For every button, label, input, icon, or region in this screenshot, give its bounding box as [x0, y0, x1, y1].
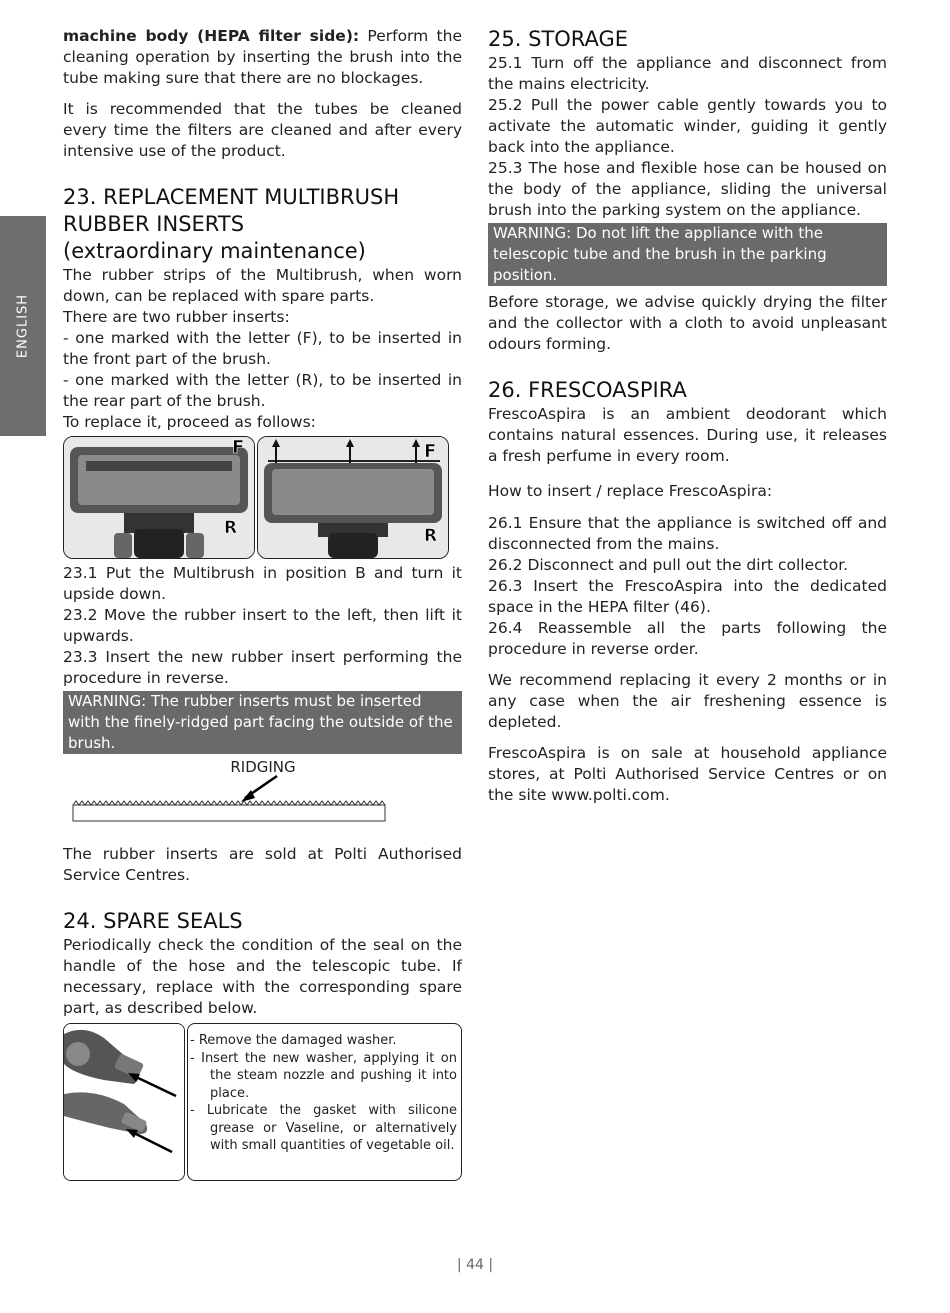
section-25-title: 25. STORAGE [488, 27, 629, 51]
section-23-line4: To replace it, proceed as follows: [63, 413, 316, 431]
storage-step-2: 25.2 Pull the power cable gently towards you to activate the automatic winder, guiding it gently back into the appliance. [488, 96, 887, 156]
seal-step-lubricate: - Lubricate the gasket with silicone grease or Vaseline, or alternatively with small quantities of vegetable oil. [190, 1103, 457, 1153]
multibrush-figures [63, 436, 462, 559]
rubber-insert-warning: WARNING: The rubber inserts must be inserted with the finely-ridged part facing the outside of the brush. [63, 691, 462, 754]
language-label: ENGLISH [15, 293, 31, 359]
figure-right-r-label: R [424, 526, 438, 546]
section-24-title: 24. SPARE SEALS [63, 909, 243, 933]
section-26-title: 26. FRESCOASPIRA [488, 378, 687, 402]
frescoaspira-step-4: 26.4 Reassemble all the parts following the procedure in reverse order. [488, 619, 887, 658]
section-23-title-line1: 23. REPLACEMENT MULTIBRUSH [63, 185, 400, 209]
right-column [488, 26, 887, 806]
figure-right-f-label: F [424, 441, 437, 462]
frescoaspira-step-3: 26.3 Insert the FrescoAspira into the dedicated space in the HEPA filter (46). [488, 577, 887, 616]
rubber-inserts-sold: The rubber inserts are sold at Polti Authorised Service Centres. [63, 845, 462, 884]
spare-seals-figure [63, 1023, 462, 1181]
language-tab [0, 216, 46, 436]
section-23-line2: - one marked with the letter (F), to be inserted in the front part of the brush. [63, 329, 462, 368]
intro-bold: machine body (HEPA filter side): [63, 27, 360, 45]
left-column [63, 26, 462, 1181]
figure-left-f-label: F [232, 437, 245, 458]
ridging-diagram [63, 774, 393, 822]
frescoaspira-sale-info: FrescoAspira is on sale at household appliance stores, at Polti Authorised Service Centres or on the site www.polti.com. [488, 744, 887, 804]
step-23-1: 23.1 Put the Multibrush in position B and turn it upside down. [63, 564, 462, 603]
page-number: | 44 | [456, 1257, 494, 1273]
multibrush-figure-left [63, 436, 255, 559]
frescoaspira-step-2: 26.2 Disconnect and pull out the dirt collector. [488, 556, 849, 574]
storage-warning: WARNING: Do not lift the appliance with the telescopic tube and the brush in the parking position. [488, 223, 887, 286]
seal-step-remove: - Remove the damaged washer. [190, 1033, 397, 1048]
section-23-body: The rubber strips of the Multibrush, when worn down, can be replaced with spare parts. [63, 266, 462, 305]
figure-left-r-label: R [224, 518, 238, 538]
frescoaspira-replacement: We recommend replacing it every 2 months or in any case when the air freshening essence is depleted. [488, 671, 887, 731]
intro-rest: Perform the cleaning operation by inserting the brush into the tube making sure that there are no blockages. [63, 27, 462, 87]
ridging-label: RIDGING [230, 758, 296, 776]
step-23-3: 23.3 Insert the new rubber insert performing the procedure in reverse. [63, 648, 462, 687]
frescoaspira-step-1: 26.1 Ensure that the appliance is switched off and disconnected from the mains. [488, 514, 887, 553]
storage-drying-advice: Before storage, we advise quickly drying the filter and the collector with a cloth to avoid unpleasant odours forming. [488, 293, 887, 353]
frescoaspira-how-to: How to insert / replace FrescoAspira: [488, 482, 773, 500]
section-23-title-line2: RUBBER INSERTS [63, 212, 245, 236]
tube-recommendation: It is recommended that the tubes be cleaned every time the filters are cleaned and after every intensive use of the product. [63, 100, 462, 160]
seal-photo [63, 1023, 185, 1181]
multibrush-figure-right [257, 436, 449, 559]
section-23-title-line3: (extraordinary maintenance) [63, 239, 366, 263]
intro-paragraph [63, 26, 462, 89]
section-23-line3: - one marked with the letter (R), to be inserted in the rear part of the brush. [63, 371, 462, 410]
storage-step-1: 25.1 Turn off the appliance and disconnect from the mains electricity. [488, 54, 887, 93]
frescoaspira-intro: FrescoAspira is an ambient deodorant which contains natural essences. During use, it releases a fresh perfume in every room. [488, 405, 887, 465]
seal-instructions [187, 1023, 462, 1181]
storage-step-3: 25.3 The hose and flexible hose can be housed on the body of the appliance, sliding the universal brush into the parking system on the appliance. [488, 159, 887, 219]
seal-step-insert: - Insert the new washer, applying it on the steam nozzle and pushing it into place. [190, 1050, 457, 1101]
section-24-body: Periodically check the condition of the seal on the handle of the hose and the telescopic tube. If necessary, replace with the corresponding spare part, as described below. [63, 936, 462, 1017]
step-23-2: 23.2 Move the rubber insert to the left, then lift it upwards. [63, 606, 462, 645]
section-23-line1: There are two rubber inserts: [63, 308, 290, 326]
